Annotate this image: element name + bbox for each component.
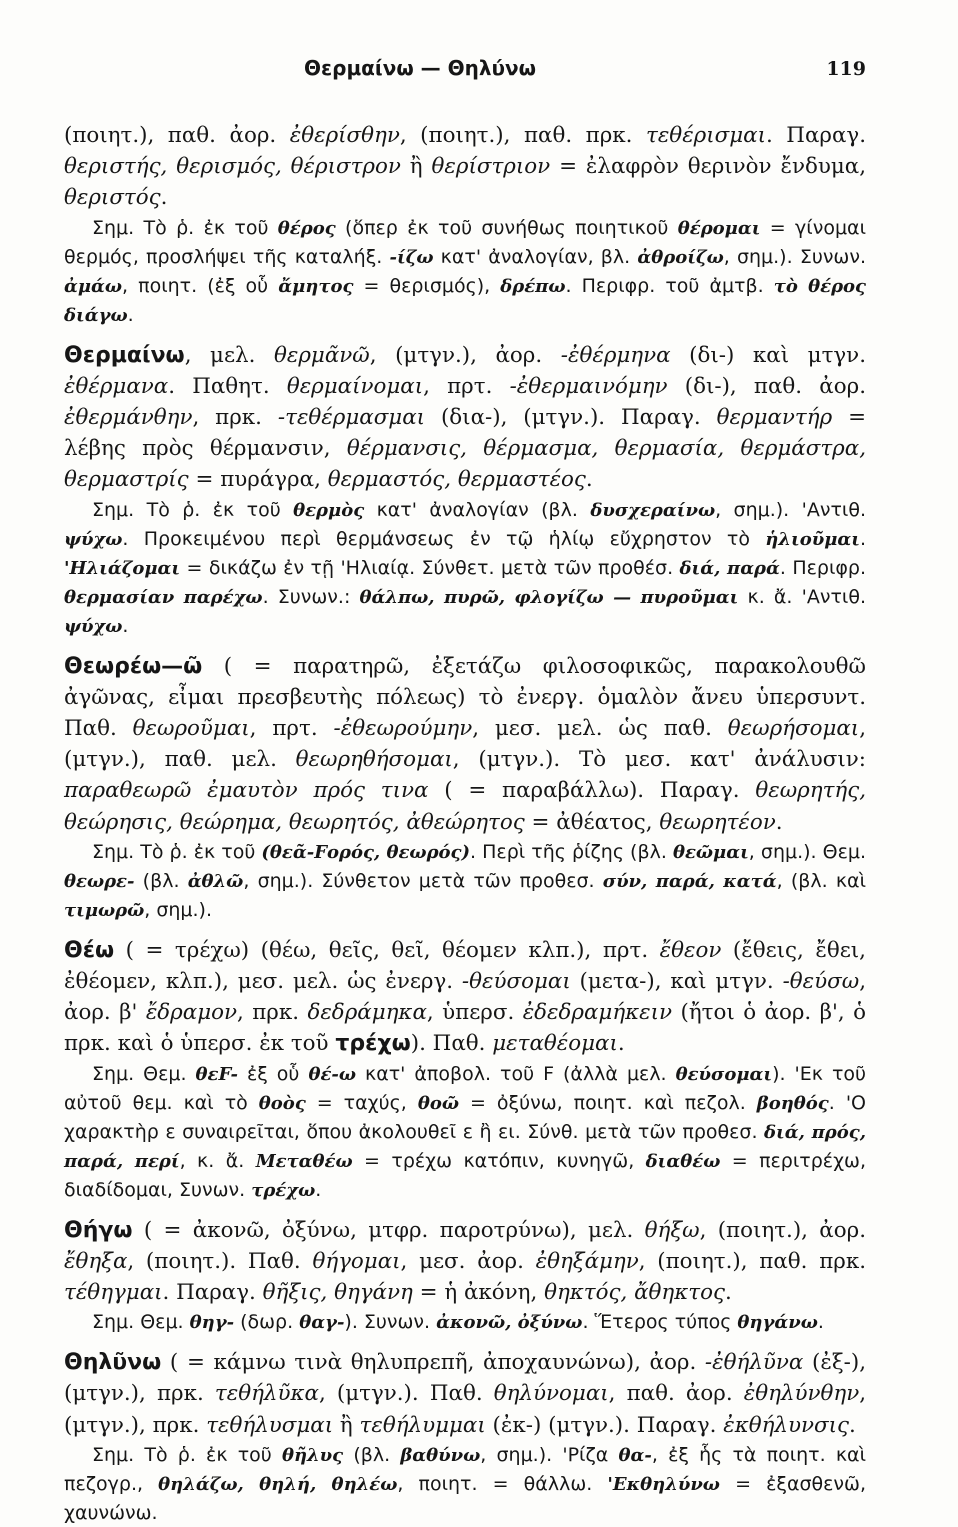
text-run: ἐκθήλυνσις	[723, 1412, 849, 1438]
note-segments	[64, 841, 866, 921]
text-run: θέρομαι	[677, 217, 761, 239]
text-run: ( = ἀκονῶ, ὀξύνω, μτφρ. παροτρύνω), μελ.	[132, 1217, 645, 1243]
text-run: θεF-	[195, 1063, 238, 1085]
text-run: = ὀξύνω, ποιητ. καὶ πεζολ.	[458, 1091, 757, 1114]
text-run: (ἤτοι ὁ ἀορ. β', ὁ πρκ. καὶ ὁ ὑπερσ. ἐκ τοῦ	[64, 1000, 866, 1057]
text-run: -θεύσω	[782, 969, 860, 995]
text-run: (βλ.	[134, 869, 188, 892]
text-run: θερμᾶνῶ	[273, 342, 370, 368]
entry-body	[64, 1347, 866, 1441]
text-run: τεθήλυσμαι	[206, 1412, 334, 1438]
text-run: τεθέρισμαι	[646, 123, 766, 148]
text-run: -ἐθέρμηνα	[560, 342, 671, 368]
text-run: = λέβης πρὸς θέρμανσιν,	[64, 405, 866, 462]
text-run: τέθηγμαι	[64, 1280, 163, 1306]
text-run: (βλ.	[343, 1443, 401, 1466]
text-run: ἐξ οὗ	[237, 1062, 309, 1085]
text-run: παραθεωρῶ ἐμαυτὸν πρός τινα	[64, 778, 429, 804]
segments	[64, 1218, 866, 1305]
text-run: = ἐλαφρὸν θερινὸν ἔνδυμα,	[550, 154, 866, 180]
text-run: . Ἕτερος τύπος	[582, 1311, 738, 1334]
entry-body	[64, 1215, 866, 1309]
text-run: ). Παθ.	[410, 1031, 493, 1057]
text-run: -ἐθερμαινόμην	[509, 373, 668, 399]
entry-note	[64, 1308, 866, 1337]
text-run: Σημ. Τὸ ῥ. ἐκ τοῦ	[92, 498, 294, 521]
text-run: , σημ.). Σύνθετον μετὰ τῶν προθεσ.	[243, 869, 603, 892]
text-run: . 'Ο χαρακτὴρ ε συναιρεῖται, ὅπου ἀκολουθεῖ ε ἢ ει. Σύνθ. μετὰ τῶν προθεσ.	[64, 1091, 866, 1143]
entry-body	[64, 340, 866, 496]
text-run: ψύχω	[64, 528, 123, 550]
entry-body	[64, 651, 866, 838]
text-run: (ποιητ.), παθ. ἀορ.	[64, 123, 290, 148]
text-run: ἐθερίσθην	[289, 123, 400, 148]
text-run: .	[775, 809, 783, 835]
text-run: , ποιητ. = θάλλω.	[397, 1472, 608, 1495]
entry-body	[64, 935, 866, 1060]
text-run: = γίνομαι θερμός, προσλήψει τῆς καταλήξ.	[64, 216, 867, 268]
text-run: κατ' ἀποβολ. τοῦ F (ἀλλὰ μελ.	[356, 1062, 676, 1085]
text-run: θεῶμαι	[672, 841, 749, 863]
text-run: . Περὶ τῆς ῥίζης (βλ.	[470, 840, 673, 863]
text-run: , σημ.). Συνων.	[723, 245, 866, 268]
text-run: , (μτγν.). Τὸ μεσ. κατ' ἀνάλυσιν:	[452, 747, 866, 773]
entry-thego	[64, 1215, 866, 1338]
text-run: .	[315, 1178, 322, 1201]
text-run: ( = παρατηρῶ, ἐξετάζω φιλοσοφικῶς, παρακολουθῶ ἀγῶνας, εἶμαι πρεσβευτὴς πόλεως) τὸ ἐνεργ. ὁμαλὸν ἄνευ ὑπερσυντ. Παθ.	[64, 653, 866, 742]
text-run: , μελ.	[184, 342, 274, 368]
text-run: ἀμάω	[64, 275, 123, 297]
text-run: θηγ-	[189, 1312, 235, 1334]
text-run: = θερισμός),	[353, 274, 501, 297]
text-run: 'Εκθηλύνω	[607, 1473, 720, 1495]
text-run: , πρτ.	[249, 716, 334, 742]
segments	[64, 938, 866, 1057]
text-run: ἡλιοῦμαι	[765, 528, 860, 550]
text-run: . Περιφρ. τοῦ ἀμτβ.	[565, 274, 774, 297]
text-run: -θεύσομαι	[461, 969, 571, 995]
entry-thermaino	[64, 340, 866, 641]
text-run: θεωρε-	[64, 870, 135, 892]
text-run: (δι-) καὶ μτγν.	[670, 342, 866, 368]
text-run: κατ' ἀναλογίαν, βλ.	[433, 245, 638, 268]
text-run: θηκτός, ἄθηκτος	[544, 1280, 725, 1306]
text-run: , σημ.).	[144, 898, 212, 921]
segments	[64, 1350, 866, 1437]
text-run: θέρμανσις, θέρμασμα, θερμασία, θερμάστρα, θερμαστρίς	[64, 436, 866, 493]
text-run: ἐθερμάνθην	[64, 405, 193, 431]
note-segments	[92, 1311, 824, 1333]
text-run: (μετα-), καὶ μτγν.	[570, 969, 783, 995]
text-run: .	[160, 185, 168, 211]
text-run: θεριστής, θερισμός, θέριστρον	[64, 154, 401, 180]
note-segments	[64, 1063, 866, 1201]
text-run: .	[617, 1031, 625, 1057]
text-run: ἐθηξάμην	[535, 1248, 639, 1274]
text-run: .	[724, 1280, 732, 1306]
entries-column	[64, 120, 866, 1527]
text-run: θοὸς	[258, 1092, 306, 1114]
text-run: = τρέχω κατόπιν, κυνηγῶ,	[352, 1149, 646, 1172]
text-run: . Συνων.:	[262, 585, 360, 608]
segments	[64, 123, 866, 210]
entry-note	[64, 214, 866, 330]
text-run: ἀκονῶ, ὀξύνω	[436, 1312, 583, 1334]
text-run: 'Ηλιάζομαι	[64, 557, 181, 579]
text-run: βοηθός	[756, 1092, 829, 1114]
text-run: δεδράμηκα	[307, 1000, 427, 1026]
text-run: , σημ.). 'Αντιθ.	[715, 498, 866, 521]
text-run: .	[859, 527, 866, 550]
headword: Θηλῦνω	[64, 1350, 162, 1376]
text-run: , (μτγν.), πρκ.	[64, 1381, 867, 1438]
text-run: .	[585, 467, 593, 493]
text-run: μεταθέομαι	[492, 1031, 618, 1057]
note-segments	[64, 1444, 866, 1524]
text-run: τεθήλυμμαι	[359, 1412, 486, 1438]
text-run: = ἀθέατος,	[524, 809, 660, 835]
running-head	[64, 56, 866, 80]
text-run: θεωροῦμαι	[132, 716, 250, 742]
text-run: , ἀορ. β'	[64, 969, 867, 1026]
text-run: ἐθηλύνθην	[743, 1381, 860, 1407]
text-run: σύν, παρά, κατά	[602, 870, 777, 892]
text-run: . Προκειμένου περὶ θερμάνσεως ἐν τῷ ἡλίῳ εὔχρηστον τὸ	[122, 527, 766, 550]
text-run: , (μτγν.), παθ. μελ.	[64, 716, 866, 773]
text-run: , πρκ.	[236, 1000, 308, 1026]
entry-note	[64, 1060, 866, 1205]
text-run: . Παθητ.	[168, 373, 287, 399]
text-run: , ἐξ ἧς τὰ ποιητ. καὶ πεζογρ.,	[64, 1443, 866, 1495]
text-run: (ἔθεις, ἔθει, ἐθέομεν, κλπ.), μεσ. μελ. ὡς ἐνεργ.	[64, 937, 866, 995]
text-run: ἔθηξα	[64, 1248, 128, 1274]
headword: Θερμαίνω	[64, 342, 185, 368]
text-run: Σημ. Τὸ ῥ. ἐκ τοῦ	[92, 840, 262, 863]
headword: Θέω	[64, 937, 115, 963]
text-run: θεωρηθήσομαι	[295, 747, 453, 773]
text-run: (ἐξ-), (μτγν.), πρκ.	[64, 1350, 866, 1407]
text-run: ἐθέρμανα	[64, 373, 169, 399]
text-run: , πρκ.	[192, 405, 278, 431]
text-run: = δικάζω ἐν τῇ 'Ηλιαίᾳ. Σύνθετ. μετὰ τῶν προθέσ.	[180, 556, 680, 579]
headword: Θεωρέω—ῶ	[64, 653, 203, 679]
text-run: , μεσ. μελ. ὡς παθ.	[472, 716, 728, 742]
text-run: θηλύνομαι	[493, 1381, 609, 1407]
segments	[64, 654, 866, 835]
text-run: ). Συνων.	[344, 1311, 437, 1334]
text-run: διά, πρός, παρά, περί	[64, 1121, 866, 1172]
entry-note	[64, 1441, 866, 1527]
segments	[64, 343, 866, 493]
text-run: θῆξις, θηγάνη	[262, 1280, 413, 1306]
text-run: κατ' ἀναλογίαν (βλ.	[364, 498, 591, 521]
text-run: θεύσομαι	[675, 1063, 773, 1085]
text-run: τὸ θέρος διάγω	[64, 275, 867, 326]
text-run: Σημ. Τὸ ῥ. ἐκ τοῦ	[92, 216, 278, 239]
text-run: . Παραγ.	[765, 123, 866, 148]
text-run: τεθήλῦκα	[214, 1381, 319, 1407]
text-run: θέρος	[277, 217, 336, 239]
text-run: . Περιφρ.	[779, 556, 867, 579]
page-number: 119	[826, 58, 866, 80]
text-run: , (μτγν.). Παθ.	[318, 1381, 494, 1407]
text-run: θέ-ω	[308, 1063, 356, 1085]
text-run: διαθέω	[645, 1150, 721, 1172]
text-run: (ἐκ-) (μτγν.). Παραγ.	[485, 1412, 724, 1438]
text-run: θῆλυς	[281, 1444, 344, 1466]
text-run: (δι-), παθ. ἀορ.	[667, 373, 866, 399]
note-segments	[64, 217, 866, 326]
text-run: Σημ. Θεμ.	[92, 1062, 196, 1085]
text-run: , σημ.). 'Ρίζα	[480, 1443, 619, 1466]
text-run: ἢ	[333, 1412, 360, 1438]
text-run: -ίζω	[389, 246, 434, 268]
text-run: ἐδεδραμήκειν	[522, 1000, 673, 1026]
entry-body	[64, 120, 866, 214]
text-run: , παθ. ἀορ.	[608, 1381, 744, 1407]
text-run: (δια-), (μτγν.). Παραγ.	[425, 405, 717, 431]
text-run: Μεταθέω	[255, 1150, 353, 1172]
text-run: = ἡ ἀκόνη,	[412, 1280, 545, 1306]
text-run: .	[122, 614, 129, 637]
text-run: ἢ	[400, 154, 432, 180]
entry-theo	[64, 935, 866, 1205]
text-run: θεριστός	[64, 185, 161, 211]
text-run: θεωρήσομαι	[727, 716, 860, 742]
text-run: = πυράγρα,	[188, 467, 328, 493]
text-run: ( = κάμνω τινὰ θηλυπρεπῆ, ἀποχαυνώνω), ἀορ.	[161, 1350, 705, 1376]
text-run: θερμαστός, θερμαστέος	[327, 467, 586, 493]
text-run: -ἐθεωρούμην	[333, 716, 473, 742]
text-run: ἀθλῶ	[187, 870, 244, 892]
text-run: θηλάζω, θηλή, θηλέω	[158, 1473, 398, 1495]
text-run: τρέχω	[335, 1031, 411, 1057]
note-segments	[64, 499, 866, 637]
text-run: ( = τρέχω) (θέω, θεῖς, θεῖ, θέομεν κλπ.), πρτ.	[114, 937, 660, 963]
text-run: (ὅπερ ἐκ τοῦ συνήθως ποιητικοῦ	[335, 216, 678, 239]
text-run: θα-	[618, 1444, 652, 1466]
text-run: θερμαντήρ	[716, 405, 833, 431]
text-run: θήξω	[644, 1217, 700, 1243]
text-run: δυσχεραίνω	[590, 499, 716, 521]
text-run: θοῶ	[417, 1092, 459, 1114]
text-run: ἔδραμον	[145, 1000, 237, 1026]
text-run: . Παραγ.	[162, 1280, 263, 1306]
text-run: .	[848, 1412, 856, 1438]
text-run: δρέπω	[500, 275, 566, 297]
text-run: , (ποιητ.), παθ. πρκ.	[638, 1248, 866, 1274]
text-run: , ὑπερσ.	[426, 1000, 523, 1026]
text-run: (θεᾶ-Fορός, θεωρός)	[261, 841, 471, 863]
text-run: τιμωρῶ	[64, 899, 145, 921]
text-run: ἄμητος	[278, 275, 354, 297]
text-run: = ταχύς,	[305, 1091, 418, 1114]
text-run: θάλπω, πυρῶ, φλογίζω — πυροῦμαι	[359, 586, 739, 608]
text-run: .	[127, 303, 134, 326]
text-run: , πρτ.	[423, 373, 510, 399]
text-run: θήγομαι	[312, 1248, 401, 1274]
text-run: θερμὸς	[293, 499, 365, 521]
entry-continuation	[64, 120, 866, 330]
text-run: ἔθεον	[659, 937, 722, 963]
text-run: βαθύνω	[400, 1444, 481, 1466]
running-head-title: Θερμαίνω — Θηλύνω	[304, 56, 537, 80]
text-run: .	[817, 1311, 824, 1334]
text-run: ). 'Εκ τοῦ αὐτοῦ θεμ. καὶ τὸ	[64, 1062, 867, 1114]
text-run: θερίστριον	[431, 154, 551, 180]
text-run: ψύχω	[64, 615, 123, 637]
entry-theoreo	[64, 651, 866, 925]
text-run: θαγ-	[299, 1312, 345, 1334]
text-run: = περιτρέχω, διαδίδομαι, Συνων.	[64, 1149, 866, 1201]
text-run: , ποιητ. (ἐξ οὗ	[122, 274, 279, 297]
text-run: τρέχω	[251, 1179, 316, 1201]
text-run: , σημ.). Θεμ.	[748, 840, 867, 863]
text-run: , (βλ. καὶ	[776, 869, 867, 892]
text-run: = ἐξασθενῶ, χαυνώνω.	[64, 1472, 866, 1524]
text-run: , (ποιητ.). Παθ.	[127, 1248, 313, 1274]
text-run: , κ. ἄ.	[179, 1149, 256, 1172]
text-run: θεωρητέον	[659, 809, 776, 835]
text-run: -ἐθήλῦνα	[704, 1350, 804, 1376]
entry-note	[64, 496, 866, 641]
text-run: θεωρητής, θεώρησις, θεώρημα, θεωρητός, ἀθεώρητος	[64, 778, 866, 835]
entry-note	[64, 838, 866, 925]
text-run: ἀθροίζω	[637, 246, 724, 268]
text-run: κ. ἄ. 'Αντιθ.	[738, 585, 866, 608]
text-run: θηγάνω	[737, 1312, 818, 1334]
text-run: διά, παρά	[679, 557, 780, 579]
text-run: Σημ. Τὸ ῥ. ἐκ τοῦ	[92, 1443, 282, 1466]
headword: Θήγω	[64, 1217, 133, 1243]
text-run: , (ποιητ.), παθ. πρκ.	[399, 123, 646, 148]
text-run: , (μτγν.), ἀορ.	[369, 342, 561, 368]
text-run: θερμαίνομαι	[286, 373, 424, 399]
text-run: , μεσ. ἀορ.	[400, 1248, 536, 1274]
text-run: Σημ. Θεμ.	[92, 1311, 190, 1334]
text-run: ( = παραβάλλω). Παραγ.	[428, 778, 756, 804]
text-run: , (ποιητ.), ἀορ.	[699, 1217, 867, 1243]
text-run: θερμασίαν παρέχω	[64, 586, 263, 608]
text-run: -τεθέρμασμαι	[277, 405, 426, 431]
text-run: (δωρ.	[234, 1311, 300, 1334]
